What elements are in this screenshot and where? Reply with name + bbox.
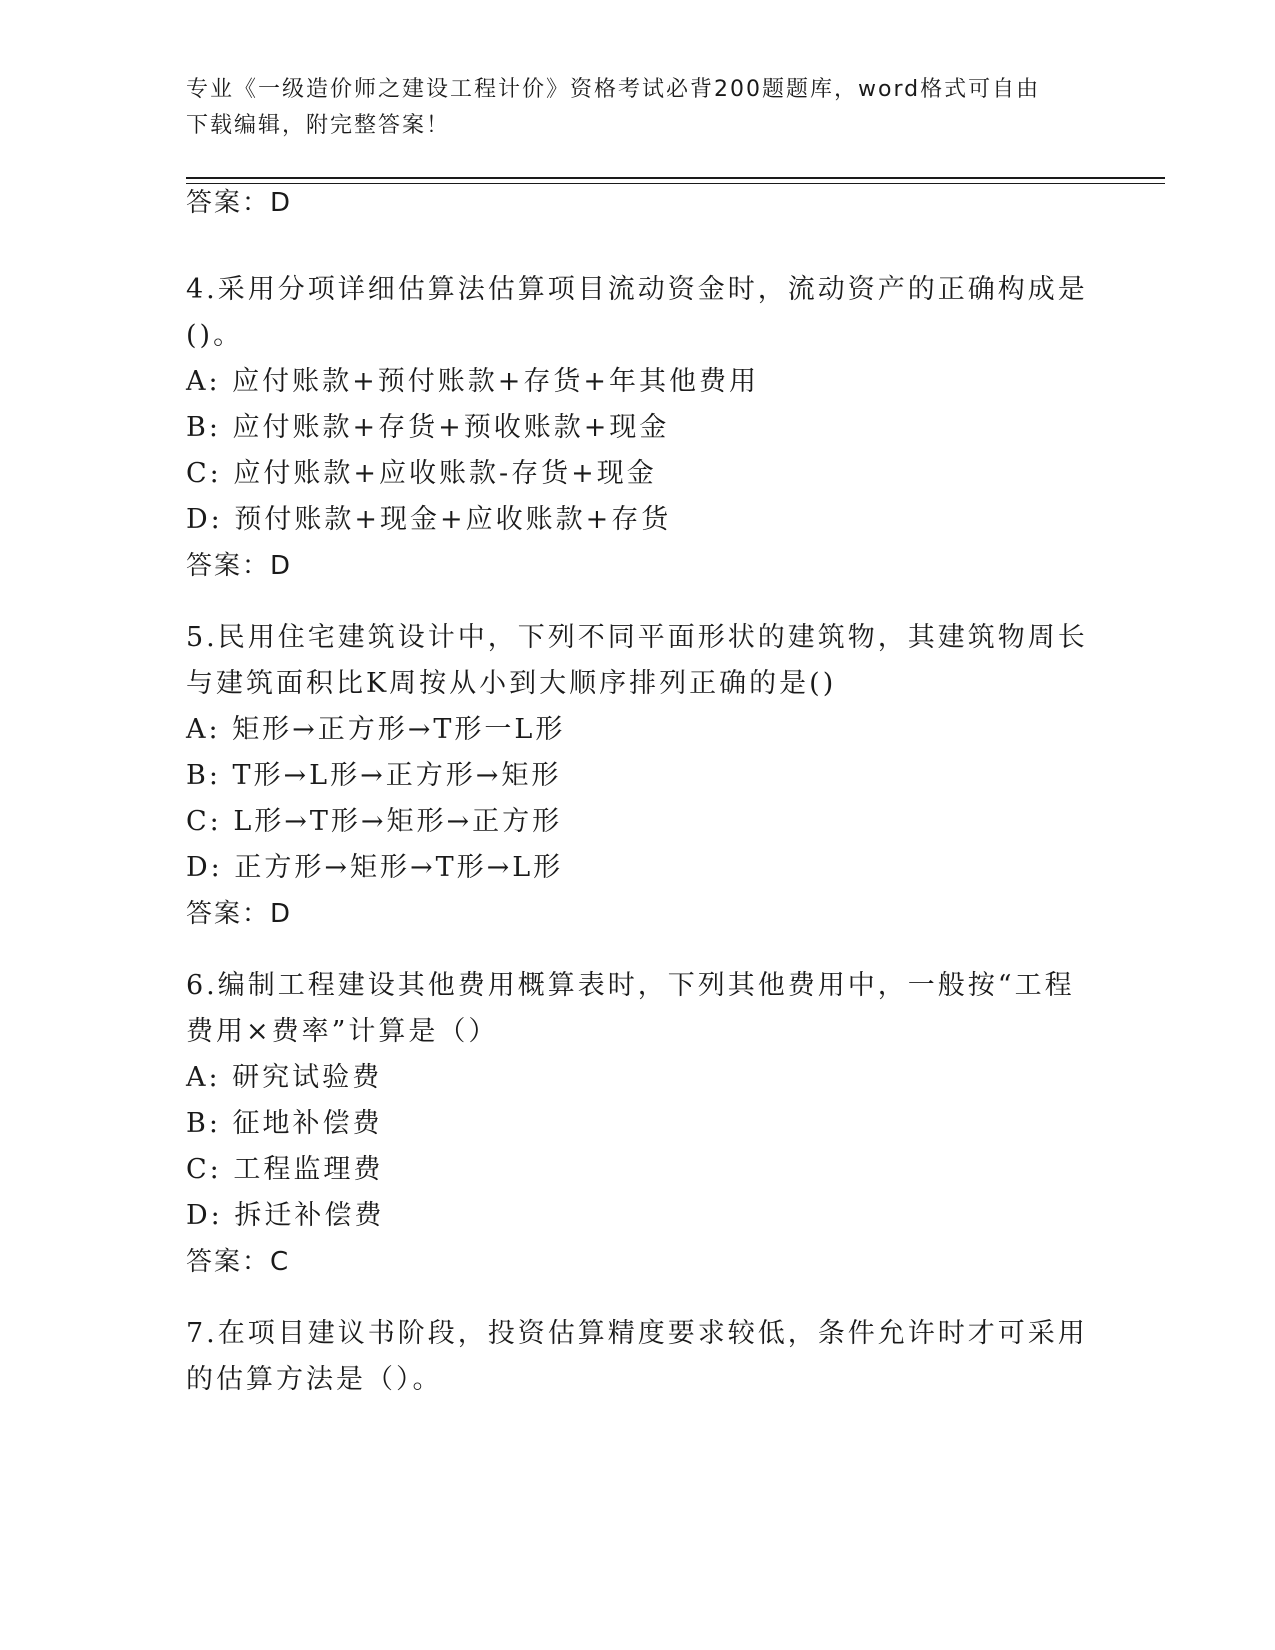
- option-a: A: 应付账款+预付账款+存货+年其他费用: [186, 366, 760, 397]
- header-divider: [186, 177, 1165, 179]
- question-stem-line: 4.采用分项详细估算法估算项目流动资金时，流动资产的正确构成是: [186, 274, 1088, 305]
- question-stem-line: 与建筑面积比K周按从小到大顺序排列正确的是(): [186, 668, 837, 699]
- answer-text: 答案：D: [186, 188, 293, 218]
- answer-text: 答案：C: [186, 1247, 291, 1277]
- header-line-1: 专业《一级造价师之建设工程计价》资格考试必背200题题库，word格式可自由: [186, 77, 1041, 102]
- option-b: B: 征地补偿费: [186, 1108, 383, 1139]
- question-7: [186, 1311, 1086, 1403]
- question-stem-line: ()。: [186, 320, 244, 351]
- question-stem-line: 7.在项目建议书阶段，投资估算精度要求较低，条件允许时才可采用: [186, 1318, 1088, 1349]
- option-d: D: 预付账款+现金+应收账款+存货: [186, 504, 672, 535]
- question-stem-line: 5.民用住宅建筑设计中，下列不同平面形状的建筑物，其建筑物周长: [186, 622, 1088, 653]
- option-c: C: 工程监理费: [186, 1154, 384, 1185]
- option-a: A: 矩形→正方形→T形一L形: [186, 714, 566, 745]
- option-a: A: 研究试验费: [186, 1062, 383, 1093]
- question-4: [186, 267, 1086, 589]
- option-b: B: T形→L形→正方形→矩形: [186, 760, 562, 791]
- question-stem-line: 费用×费率”计算是（）: [186, 1016, 499, 1047]
- document-header: [186, 72, 1086, 144]
- answer-text: 答案：D: [186, 899, 293, 929]
- question-6: [186, 963, 1086, 1285]
- option-d: D: 拆迁补偿费: [186, 1200, 385, 1231]
- question-5: [186, 615, 1086, 937]
- option-c: C: 应付账款+应收账款-存货+现金: [186, 458, 657, 489]
- option-d: D: 正方形→矩形→T形→L形: [186, 852, 564, 883]
- header-line-2: 下载编辑，附完整答案！: [186, 113, 451, 138]
- answer-text: 答案：D: [186, 551, 293, 581]
- question-stem-line: 6.编制工程建设其他费用概算表时，下列其他费用中，一般按“工程: [186, 970, 1075, 1001]
- option-b: B: 应付账款+存货+预收账款+现金: [186, 412, 670, 443]
- option-c: C: L形→T形→矩形→正方形: [186, 806, 563, 837]
- answer-prev: [186, 180, 1086, 226]
- question-stem-line: 的估算方法是（）。: [186, 1364, 443, 1395]
